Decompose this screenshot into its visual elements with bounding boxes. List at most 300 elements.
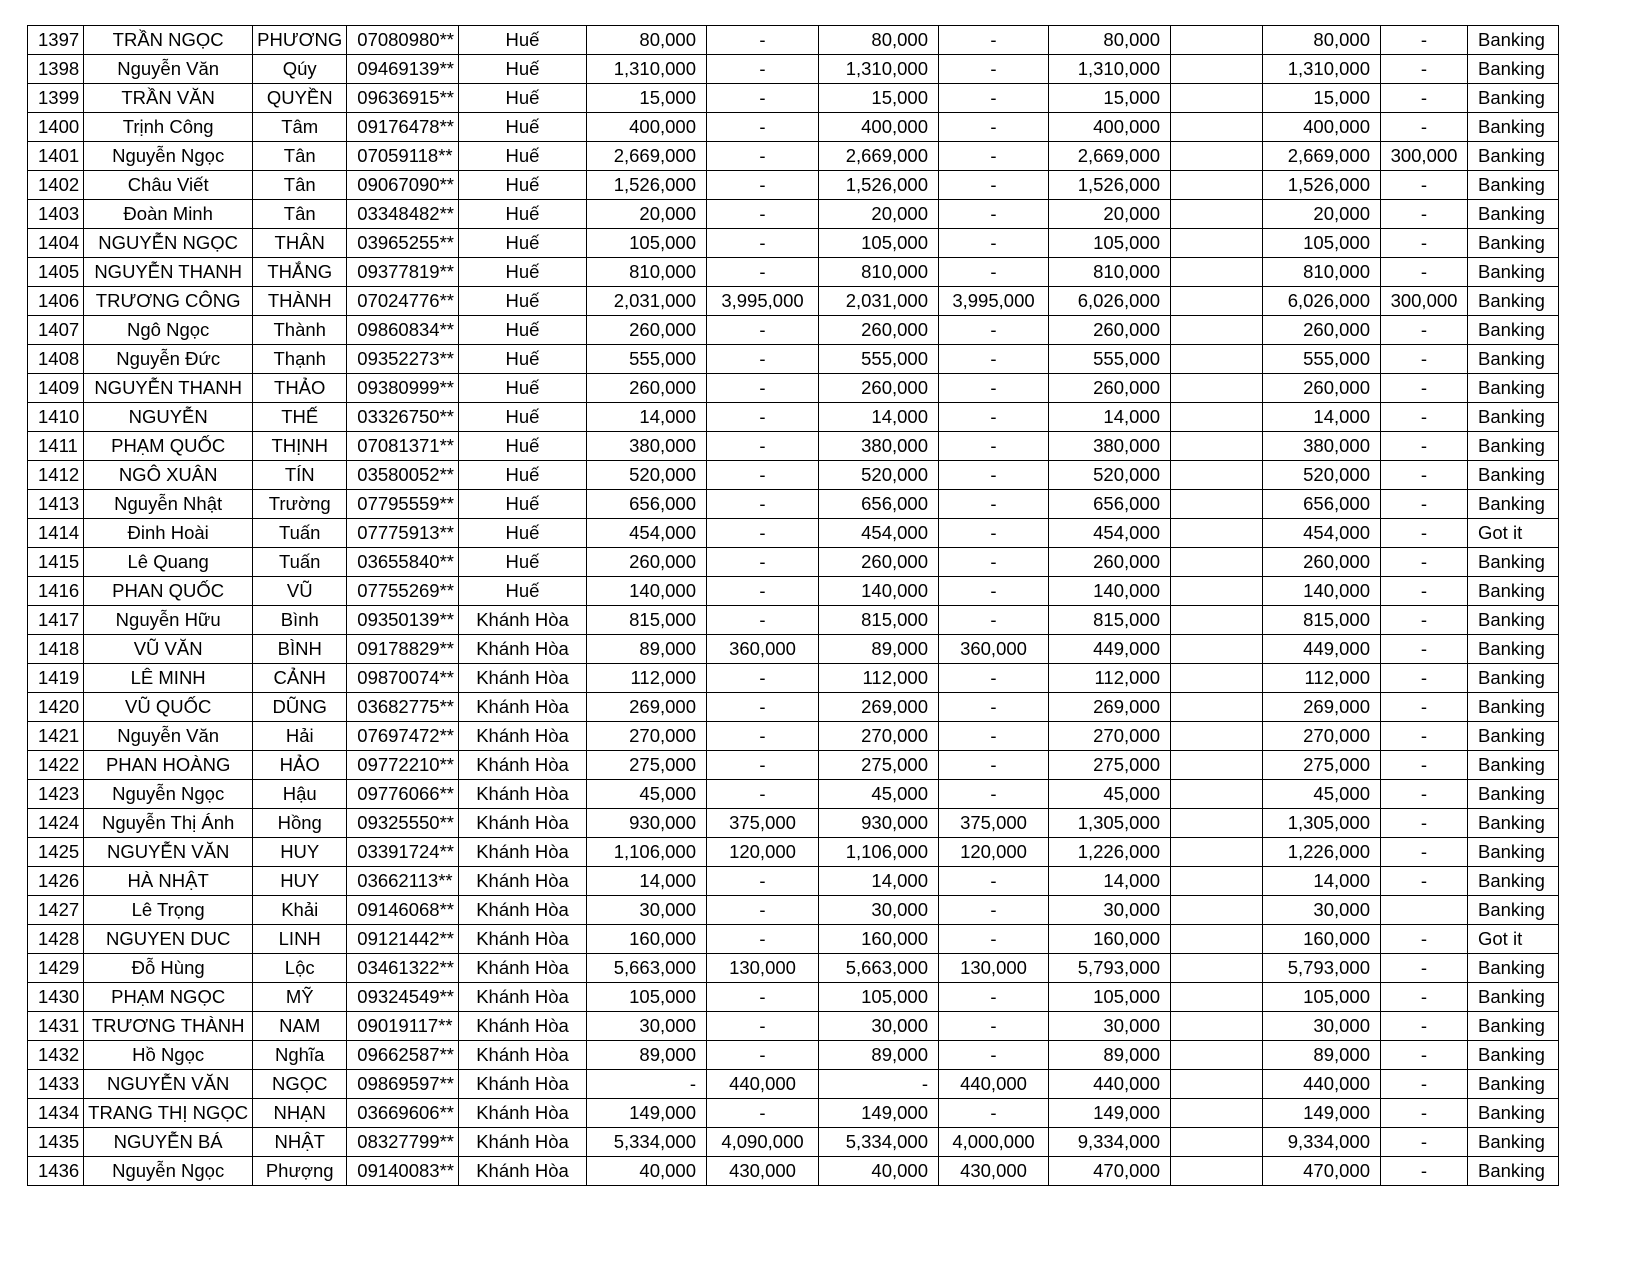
stt-cell: 1398 xyxy=(28,55,84,84)
amount-1-cell: 15,000 xyxy=(587,84,707,113)
stt-cell: 1425 xyxy=(28,838,84,867)
bonus-cell: - xyxy=(1381,809,1468,838)
table-row xyxy=(28,403,1559,432)
phone-cell: 03965255** xyxy=(347,229,459,258)
payment-method-cell: Banking xyxy=(1468,606,1559,635)
amount-3-cell: 149,000 xyxy=(819,1099,939,1128)
amount-3-cell: 14,000 xyxy=(819,867,939,896)
paid-cell: 555,000 xyxy=(1263,345,1381,374)
first-name-cell: NGỌC xyxy=(253,1070,347,1099)
bonus-cell: - xyxy=(1381,606,1468,635)
province-cell: Huế xyxy=(459,374,587,403)
table-row xyxy=(28,374,1559,403)
amount-4-cell: - xyxy=(939,113,1049,142)
blank-cell xyxy=(1171,693,1263,722)
table-row xyxy=(28,113,1559,142)
first-name-cell: HẢO xyxy=(253,751,347,780)
table-row xyxy=(28,983,1559,1012)
stt-cell: 1435 xyxy=(28,1128,84,1157)
bonus-cell: - xyxy=(1381,664,1468,693)
bonus-cell: - xyxy=(1381,693,1468,722)
table-row xyxy=(28,1012,1559,1041)
total-cell: 454,000 xyxy=(1049,519,1171,548)
amount-3-cell: 5,334,000 xyxy=(819,1128,939,1157)
table-row xyxy=(28,954,1559,983)
province-cell: Khánh Hòa xyxy=(459,838,587,867)
first-name-cell: BÌNH xyxy=(253,635,347,664)
amount-2-cell: - xyxy=(707,693,819,722)
province-cell: Khánh Hòa xyxy=(459,751,587,780)
last-middle-name-cell: Lê Trọng xyxy=(84,896,253,925)
last-middle-name-cell: PHAN QUỐC xyxy=(84,577,253,606)
blank-cell xyxy=(1171,896,1263,925)
bonus-cell: - xyxy=(1381,345,1468,374)
blank-cell xyxy=(1171,925,1263,954)
amount-1-cell: 269,000 xyxy=(587,693,707,722)
first-name-cell: THẢO xyxy=(253,374,347,403)
bonus-cell: - xyxy=(1381,1012,1468,1041)
paid-cell: 275,000 xyxy=(1263,751,1381,780)
total-cell: 1,226,000 xyxy=(1049,838,1171,867)
blank-cell xyxy=(1171,519,1263,548)
province-cell: Khánh Hòa xyxy=(459,896,587,925)
table-row xyxy=(28,55,1559,84)
stt-cell: 1433 xyxy=(28,1070,84,1099)
payment-method-cell: Banking xyxy=(1468,26,1559,55)
bonus-cell: - xyxy=(1381,229,1468,258)
bonus-cell: - xyxy=(1381,954,1468,983)
stt-cell: 1420 xyxy=(28,693,84,722)
payment-method-cell: Banking xyxy=(1468,345,1559,374)
total-cell: 45,000 xyxy=(1049,780,1171,809)
amount-3-cell: 810,000 xyxy=(819,258,939,287)
amount-2-cell: - xyxy=(707,606,819,635)
blank-cell xyxy=(1171,229,1263,258)
stt-cell: 1403 xyxy=(28,200,84,229)
amount-4-cell: - xyxy=(939,142,1049,171)
amount-1-cell: 1,106,000 xyxy=(587,838,707,867)
amount-2-cell: 430,000 xyxy=(707,1157,819,1186)
amount-4-cell: - xyxy=(939,1041,1049,1070)
paid-cell: 260,000 xyxy=(1263,374,1381,403)
paid-cell: 260,000 xyxy=(1263,548,1381,577)
table-row xyxy=(28,722,1559,751)
blank-cell xyxy=(1171,1041,1263,1070)
phone-cell: 09869597** xyxy=(347,1070,459,1099)
blank-cell xyxy=(1171,374,1263,403)
bonus-cell: - xyxy=(1381,55,1468,84)
phone-cell: 07059118** xyxy=(347,142,459,171)
table-row xyxy=(28,780,1559,809)
stt-cell: 1397 xyxy=(28,26,84,55)
amount-1-cell: 160,000 xyxy=(587,925,707,954)
last-middle-name-cell: Đinh Hoài xyxy=(84,519,253,548)
amount-2-cell: - xyxy=(707,751,819,780)
bonus-cell: - xyxy=(1381,374,1468,403)
phone-cell: 07775913** xyxy=(347,519,459,548)
blank-cell xyxy=(1171,432,1263,461)
amount-4-cell: - xyxy=(939,461,1049,490)
amount-3-cell: 930,000 xyxy=(819,809,939,838)
province-cell: Khánh Hòa xyxy=(459,722,587,751)
blank-cell xyxy=(1171,55,1263,84)
payment-method-cell: Banking xyxy=(1468,635,1559,664)
bonus-cell: - xyxy=(1381,548,1468,577)
paid-cell: 80,000 xyxy=(1263,26,1381,55)
total-cell: 810,000 xyxy=(1049,258,1171,287)
stt-cell: 1401 xyxy=(28,142,84,171)
province-cell: Huế xyxy=(459,200,587,229)
first-name-cell: CẢNH xyxy=(253,664,347,693)
total-cell: 5,793,000 xyxy=(1049,954,1171,983)
amount-4-cell: - xyxy=(939,548,1049,577)
last-middle-name-cell: NGUYỄN VĂN xyxy=(84,838,253,867)
payment-method-cell: Banking xyxy=(1468,1157,1559,1186)
province-cell: Huế xyxy=(459,55,587,84)
stt-cell: 1423 xyxy=(28,780,84,809)
amount-3-cell: 656,000 xyxy=(819,490,939,519)
table-row xyxy=(28,925,1559,954)
phone-cell: 09776066** xyxy=(347,780,459,809)
last-middle-name-cell: VŨ VĂN xyxy=(84,635,253,664)
total-cell: 30,000 xyxy=(1049,1012,1171,1041)
province-cell: Huế xyxy=(459,403,587,432)
paid-cell: 449,000 xyxy=(1263,635,1381,664)
first-name-cell: PHƯƠNG xyxy=(253,26,347,55)
last-middle-name-cell: NGUYỄN BÁ xyxy=(84,1128,253,1157)
amount-3-cell: 555,000 xyxy=(819,345,939,374)
last-middle-name-cell: Nguyễn Nhật xyxy=(84,490,253,519)
phone-cell: 07024776** xyxy=(347,287,459,316)
table-row xyxy=(28,809,1559,838)
phone-cell: 09067090** xyxy=(347,171,459,200)
total-cell: 160,000 xyxy=(1049,925,1171,954)
blank-cell xyxy=(1171,983,1263,1012)
first-name-cell: NHẠN xyxy=(253,1099,347,1128)
stt-cell: 1436 xyxy=(28,1157,84,1186)
paid-cell: 20,000 xyxy=(1263,200,1381,229)
stt-cell: 1406 xyxy=(28,287,84,316)
stt-cell: 1419 xyxy=(28,664,84,693)
paid-cell: 105,000 xyxy=(1263,983,1381,1012)
amount-4-cell: 4,000,000 xyxy=(939,1128,1049,1157)
payment-method-cell: Got it xyxy=(1468,925,1559,954)
amount-4-cell: - xyxy=(939,606,1049,635)
payment-method-cell: Banking xyxy=(1468,461,1559,490)
payment-method-cell: Banking xyxy=(1468,258,1559,287)
bonus-cell: - xyxy=(1381,490,1468,519)
last-middle-name-cell: NGUYỄN NGỌC xyxy=(84,229,253,258)
amount-4-cell: - xyxy=(939,722,1049,751)
stt-cell: 1410 xyxy=(28,403,84,432)
blank-cell xyxy=(1171,287,1263,316)
last-middle-name-cell: Lê Quang xyxy=(84,548,253,577)
amount-1-cell: 270,000 xyxy=(587,722,707,751)
stt-cell: 1399 xyxy=(28,84,84,113)
amount-3-cell: 400,000 xyxy=(819,113,939,142)
amount-2-cell: - xyxy=(707,722,819,751)
amount-2-cell: 3,995,000 xyxy=(707,287,819,316)
phone-cell: 09350139** xyxy=(347,606,459,635)
amount-3-cell: 380,000 xyxy=(819,432,939,461)
blank-cell xyxy=(1171,954,1263,983)
amount-2-cell: - xyxy=(707,461,819,490)
paid-cell: 520,000 xyxy=(1263,461,1381,490)
amount-2-cell: - xyxy=(707,1099,819,1128)
total-cell: 260,000 xyxy=(1049,548,1171,577)
bonus-cell: - xyxy=(1381,1099,1468,1128)
total-cell: 9,334,000 xyxy=(1049,1128,1171,1157)
phone-cell: 09140083** xyxy=(347,1157,459,1186)
paid-cell: 440,000 xyxy=(1263,1070,1381,1099)
province-cell: Huế xyxy=(459,287,587,316)
last-middle-name-cell: TRẦN VĂN xyxy=(84,84,253,113)
amount-4-cell: - xyxy=(939,432,1049,461)
amount-3-cell: - xyxy=(819,1070,939,1099)
blank-cell xyxy=(1171,171,1263,200)
amount-3-cell: 30,000 xyxy=(819,1012,939,1041)
amount-4-cell: 120,000 xyxy=(939,838,1049,867)
first-name-cell: THỊNH xyxy=(253,432,347,461)
amount-1-cell: 89,000 xyxy=(587,1041,707,1070)
stt-cell: 1400 xyxy=(28,113,84,142)
amount-4-cell: - xyxy=(939,55,1049,84)
total-cell: 520,000 xyxy=(1049,461,1171,490)
phone-cell: 08327799** xyxy=(347,1128,459,1157)
table-row xyxy=(28,1041,1559,1070)
bonus-cell: - xyxy=(1381,26,1468,55)
amount-2-cell: 440,000 xyxy=(707,1070,819,1099)
amount-1-cell: 14,000 xyxy=(587,403,707,432)
province-cell: Khánh Hòa xyxy=(459,1070,587,1099)
blank-cell xyxy=(1171,403,1263,432)
first-name-cell: Tân xyxy=(253,200,347,229)
amount-4-cell: - xyxy=(939,780,1049,809)
blank-cell xyxy=(1171,1128,1263,1157)
first-name-cell: Tâm xyxy=(253,113,347,142)
table-body xyxy=(28,26,1559,1186)
total-cell: 20,000 xyxy=(1049,200,1171,229)
table-row xyxy=(28,635,1559,664)
stt-cell: 1431 xyxy=(28,1012,84,1041)
blank-cell xyxy=(1171,838,1263,867)
first-name-cell: DŨNG xyxy=(253,693,347,722)
amount-4-cell: - xyxy=(939,374,1049,403)
total-cell: 555,000 xyxy=(1049,345,1171,374)
amount-3-cell: 80,000 xyxy=(819,26,939,55)
payment-method-cell: Banking xyxy=(1468,1041,1559,1070)
paid-cell: 260,000 xyxy=(1263,316,1381,345)
amount-4-cell: 375,000 xyxy=(939,809,1049,838)
total-cell: 470,000 xyxy=(1049,1157,1171,1186)
first-name-cell: Thành xyxy=(253,316,347,345)
phone-cell: 09325550** xyxy=(347,809,459,838)
amount-1-cell: 1,310,000 xyxy=(587,55,707,84)
payment-method-cell: Banking xyxy=(1468,548,1559,577)
paid-cell: 1,305,000 xyxy=(1263,809,1381,838)
bonus-cell: - xyxy=(1381,519,1468,548)
amount-1-cell: 555,000 xyxy=(587,345,707,374)
amount-2-cell: - xyxy=(707,171,819,200)
table-row xyxy=(28,1070,1559,1099)
table-row xyxy=(28,171,1559,200)
total-cell: 440,000 xyxy=(1049,1070,1171,1099)
phone-cell: 07755269** xyxy=(347,577,459,606)
province-cell: Huế xyxy=(459,113,587,142)
table-row xyxy=(28,519,1559,548)
amount-3-cell: 40,000 xyxy=(819,1157,939,1186)
province-cell: Khánh Hòa xyxy=(459,1157,587,1186)
amount-4-cell: - xyxy=(939,693,1049,722)
paid-cell: 149,000 xyxy=(1263,1099,1381,1128)
province-cell: Khánh Hòa xyxy=(459,867,587,896)
bonus-cell: 300,000 xyxy=(1381,142,1468,171)
province-cell: Khánh Hòa xyxy=(459,954,587,983)
table-row xyxy=(28,1157,1559,1186)
amount-1-cell: 260,000 xyxy=(587,316,707,345)
first-name-cell: Tân xyxy=(253,171,347,200)
amount-3-cell: 160,000 xyxy=(819,925,939,954)
amount-2-cell: 375,000 xyxy=(707,809,819,838)
table-row xyxy=(28,258,1559,287)
phone-cell: 03655840** xyxy=(347,548,459,577)
first-name-cell: Tuấn xyxy=(253,548,347,577)
table-row xyxy=(28,432,1559,461)
stt-cell: 1428 xyxy=(28,925,84,954)
amount-3-cell: 140,000 xyxy=(819,577,939,606)
first-name-cell: THẾ xyxy=(253,403,347,432)
first-name-cell: Bình xyxy=(253,606,347,635)
bonus-cell: - xyxy=(1381,461,1468,490)
phone-cell: 09019117** xyxy=(347,1012,459,1041)
first-name-cell: TÍN xyxy=(253,461,347,490)
total-cell: 1,305,000 xyxy=(1049,809,1171,838)
stt-cell: 1417 xyxy=(28,606,84,635)
paid-cell: 2,669,000 xyxy=(1263,142,1381,171)
table-row xyxy=(28,606,1559,635)
paid-cell: 815,000 xyxy=(1263,606,1381,635)
table-row xyxy=(28,896,1559,925)
first-name-cell: Lộc xyxy=(253,954,347,983)
blank-cell xyxy=(1171,635,1263,664)
amount-4-cell: 3,995,000 xyxy=(939,287,1049,316)
amount-3-cell: 89,000 xyxy=(819,635,939,664)
first-name-cell: Phượng xyxy=(253,1157,347,1186)
first-name-cell: THÀNH xyxy=(253,287,347,316)
paid-cell: 45,000 xyxy=(1263,780,1381,809)
blank-cell xyxy=(1171,1099,1263,1128)
last-middle-name-cell: NGUYỄN THANH xyxy=(84,374,253,403)
amount-4-cell: - xyxy=(939,229,1049,258)
amount-1-cell: 656,000 xyxy=(587,490,707,519)
last-middle-name-cell: TRANG THỊ NGỌC xyxy=(84,1099,253,1128)
amount-1-cell: 5,663,000 xyxy=(587,954,707,983)
province-cell: Khánh Hòa xyxy=(459,1128,587,1157)
last-middle-name-cell: Nguyễn Ngọc xyxy=(84,1157,253,1186)
table-row xyxy=(28,142,1559,171)
blank-cell xyxy=(1171,577,1263,606)
amount-1-cell: 14,000 xyxy=(587,867,707,896)
province-cell: Khánh Hòa xyxy=(459,1012,587,1041)
province-cell: Khánh Hòa xyxy=(459,1041,587,1070)
last-middle-name-cell: Hồ Ngọc xyxy=(84,1041,253,1070)
amount-2-cell: - xyxy=(707,113,819,142)
table-row xyxy=(28,287,1559,316)
payment-method-cell: Banking xyxy=(1468,896,1559,925)
bonus-cell: - xyxy=(1381,577,1468,606)
payment-method-cell: Banking xyxy=(1468,1070,1559,1099)
total-cell: 2,669,000 xyxy=(1049,142,1171,171)
amount-2-cell: - xyxy=(707,200,819,229)
amount-1-cell: 89,000 xyxy=(587,635,707,664)
payment-method-cell: Banking xyxy=(1468,1099,1559,1128)
amount-4-cell: - xyxy=(939,751,1049,780)
table-row xyxy=(28,867,1559,896)
amount-2-cell: - xyxy=(707,432,819,461)
phone-cell: 09636915** xyxy=(347,84,459,113)
first-name-cell: Trường xyxy=(253,490,347,519)
amount-3-cell: 1,106,000 xyxy=(819,838,939,867)
amount-2-cell: - xyxy=(707,519,819,548)
amount-2-cell: - xyxy=(707,142,819,171)
paid-cell: 140,000 xyxy=(1263,577,1381,606)
total-cell: 270,000 xyxy=(1049,722,1171,751)
first-name-cell: Hải xyxy=(253,722,347,751)
paid-cell: 810,000 xyxy=(1263,258,1381,287)
bonus-cell: - xyxy=(1381,200,1468,229)
amount-3-cell: 815,000 xyxy=(819,606,939,635)
phone-cell: 09772210** xyxy=(347,751,459,780)
amount-3-cell: 275,000 xyxy=(819,751,939,780)
amount-3-cell: 260,000 xyxy=(819,548,939,577)
phone-cell: 03662113** xyxy=(347,867,459,896)
first-name-cell: HUY xyxy=(253,867,347,896)
amount-1-cell: 2,031,000 xyxy=(587,287,707,316)
paid-cell: 105,000 xyxy=(1263,229,1381,258)
amount-2-cell: - xyxy=(707,548,819,577)
last-middle-name-cell: Nguyễn Đức xyxy=(84,345,253,374)
paid-cell: 269,000 xyxy=(1263,693,1381,722)
total-cell: 260,000 xyxy=(1049,316,1171,345)
amount-4-cell: - xyxy=(939,403,1049,432)
total-cell: 400,000 xyxy=(1049,113,1171,142)
first-name-cell: Thạnh xyxy=(253,345,347,374)
paid-cell: 15,000 xyxy=(1263,84,1381,113)
province-cell: Huế xyxy=(459,548,587,577)
stt-cell: 1418 xyxy=(28,635,84,664)
amount-1-cell: 400,000 xyxy=(587,113,707,142)
last-middle-name-cell: NGUYEN DUC xyxy=(84,925,253,954)
amount-3-cell: 89,000 xyxy=(819,1041,939,1070)
amount-4-cell: - xyxy=(939,577,1049,606)
amount-4-cell: - xyxy=(939,664,1049,693)
blank-cell xyxy=(1171,113,1263,142)
amount-4-cell: - xyxy=(939,983,1049,1012)
phone-cell: 03348482** xyxy=(347,200,459,229)
stt-cell: 1408 xyxy=(28,345,84,374)
province-cell: Huế xyxy=(459,461,587,490)
amount-1-cell: 105,000 xyxy=(587,983,707,1012)
paid-cell: 454,000 xyxy=(1263,519,1381,548)
amount-4-cell: - xyxy=(939,258,1049,287)
amount-4-cell: - xyxy=(939,316,1049,345)
bonus-cell: - xyxy=(1381,751,1468,780)
blank-cell xyxy=(1171,548,1263,577)
paid-cell: 112,000 xyxy=(1263,664,1381,693)
table-row xyxy=(28,26,1559,55)
first-name-cell: Hồng xyxy=(253,809,347,838)
blank-cell xyxy=(1171,200,1263,229)
